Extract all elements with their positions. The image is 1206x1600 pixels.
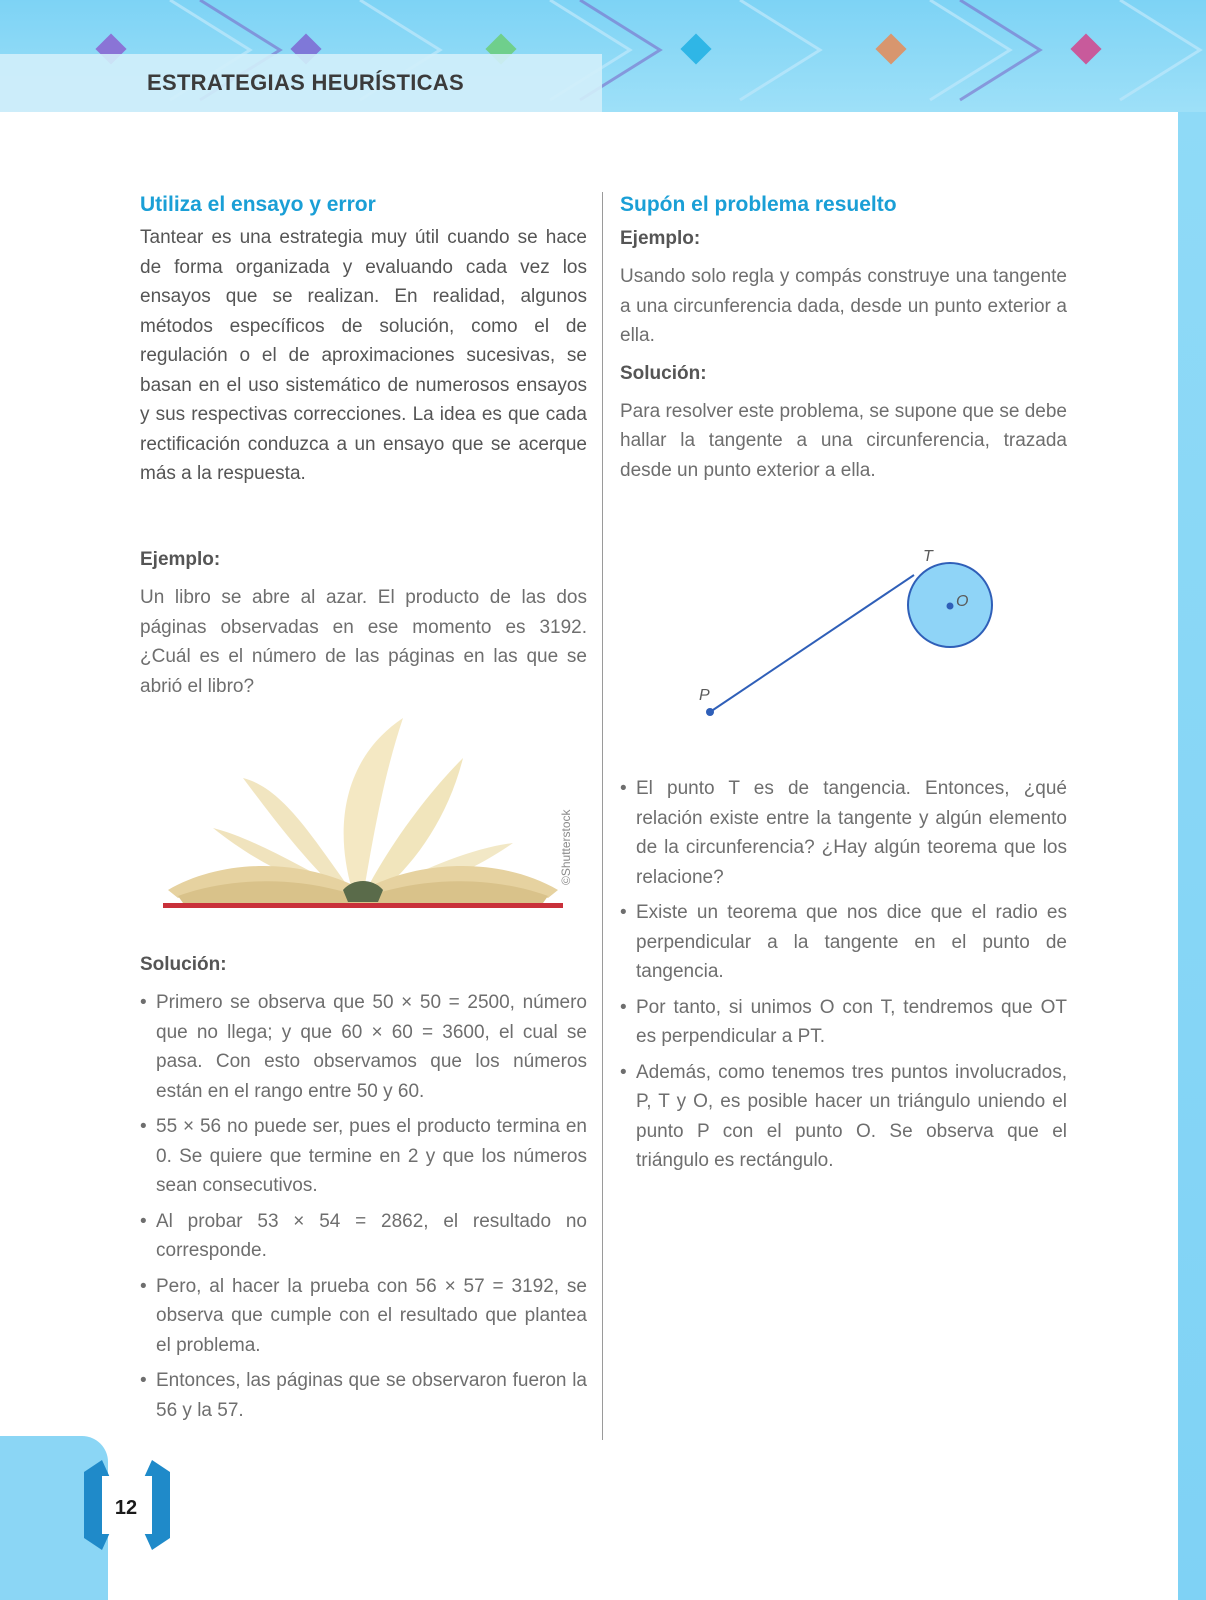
solution-label: Solución:: [140, 954, 227, 975]
tangent-diagram: [680, 540, 1000, 730]
solution-text: Para resolver este problema, se supone que se debe hallar la tangente a una circunferencia, trazada desde un punto exterior a ella.: [620, 400, 1067, 481]
list-item: • Pero, al hacer la prueba con 56 × 57 = 3192, se observa que cumple con el resultado que plantea el problema.: [140, 1272, 587, 1361]
point-o-dot: [947, 603, 954, 610]
right-column: [620, 193, 1067, 485]
left-example: [140, 549, 587, 701]
left-solution: [140, 954, 587, 1431]
left-column: [140, 193, 587, 489]
section-heading: Supón el problema resuelto: [620, 193, 897, 216]
example-label: Ejemplo:: [140, 549, 221, 570]
example-text: Un libro se abre al azar. El producto de las dos páginas observadas en ese momento es 3192. ¿Cuál es el número de las páginas en las que se abrió el libro?: [140, 587, 587, 697]
label-p: P: [699, 687, 710, 704]
right-reasoning: [620, 774, 1067, 1182]
diamond-icon: [1070, 33, 1101, 64]
list-item: • El punto T es de tangencia. Entonces, ¿qué relación existe entre la tangente y algún elemento de la circunferencia? ¿Hay algún teorema que los relacione?: [620, 774, 1067, 892]
list-item: • Al probar 53 × 54 = 2862, el resultado no corresponde.: [140, 1207, 587, 1266]
solution-label: Solución:: [620, 362, 707, 384]
diamond-icon: [875, 33, 906, 64]
page-number: 12: [114, 1497, 138, 1519]
example-label: Ejemplo:: [620, 228, 701, 249]
diamond-icon: [680, 33, 711, 64]
intro-paragraph: Tantear es una estrategia muy útil cuando se hace de forma organizada y evaluando cada vez los ensayos que se realizan. En realidad, algunos métodos específicos de solución, como el de regulación o el de aproximaciones sucesivas, se basan en el uso sistemático de numerosos ensayos y sus respectivas correcciones. La idea es que cada rectificación conduzca a un ensayo que se acerque más a la respuesta.: [140, 227, 587, 484]
example-text: Usando solo regla y compás construye una tangente a una circunferencia dada, desde un punto exterior a ella.: [620, 266, 1067, 346]
tangent-line: [710, 575, 914, 712]
right-decorative-strip: [1178, 112, 1206, 1600]
page-header-title: ESTRATEGIAS HEURÍSTICAS: [147, 70, 464, 95]
list-item: • 55 × 56 no puede ser, pues el producto termina en 0. Se quiere que termine en 2 y que los números sean consecutivos.: [140, 1112, 587, 1201]
open-book-illustration: [163, 718, 563, 918]
list-item: • Primero se observa que 50 × 50 = 2500, número que no llega; y que 60 × 60 = 3600, el cual se pasa. Con esto observamos que los números están en el rango entre 50 y 60.: [140, 988, 587, 1106]
list-item: • Existe un teorema que nos dice que el radio es perpendicular a la tangente en el punto de tangencia.: [620, 898, 1067, 987]
point-p-dot: [706, 708, 714, 716]
image-credit: ©Shutterstock: [559, 809, 573, 885]
label-o: O: [956, 593, 969, 610]
label-t: T: [923, 548, 933, 565]
column-divider: [602, 192, 603, 1440]
section-heading: Utiliza el ensayo y error: [140, 193, 376, 216]
solution-list: [140, 988, 587, 1425]
list-item: • Entonces, las páginas que se observaron fueron la 56 y la 57.: [140, 1366, 587, 1425]
list-item: • Además, como tenemos tres puntos involucrados, P, T y O, es posible hacer un triángulo uniendo el punto P con el punto O. Se observa que el triángulo es rectángulo.: [620, 1058, 1067, 1176]
reasoning-list: [620, 774, 1067, 1176]
list-item: • Por tanto, si unimos O con T, tendremos que OT es perpendicular a PT.: [620, 993, 1067, 1052]
